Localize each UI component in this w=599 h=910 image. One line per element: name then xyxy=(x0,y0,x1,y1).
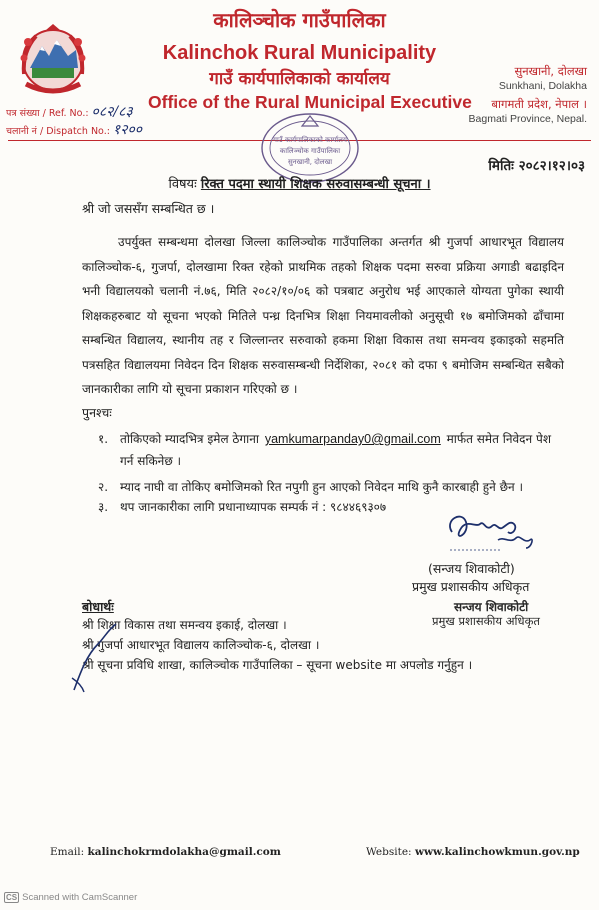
footer-website-label: Website: xyxy=(366,846,412,858)
subject-prefix: विषयः xyxy=(168,177,197,192)
address-line-4: Bagmati Province, Nepal. xyxy=(468,113,587,125)
item-text: तोकिएको म्यादभित्र इमेल ठेगाना xyxy=(120,432,259,446)
letter-date: मितिः २०८२।१२।०३ xyxy=(488,158,585,174)
postscript-item xyxy=(98,476,564,498)
ref-number xyxy=(6,102,133,121)
cc-item: श्री गुजर्पा आधारभूत विद्यालय कालिञ्चोक-६, दोलखा । xyxy=(82,638,320,652)
scanner-text: Scanned with CamScanner xyxy=(22,892,138,903)
postscript-heading: पुनश्चः xyxy=(82,405,112,420)
footer-email-label: Email: xyxy=(50,846,85,858)
item-text: मार्फत समेत निवेदन पेश गर्न सकिनेछ । xyxy=(120,432,552,468)
office-name-np: गाउँ कार्यपालिकाको कार्यालय xyxy=(209,69,390,89)
handwritten-signature xyxy=(440,506,540,556)
footer-email xyxy=(50,846,281,858)
letter-subject xyxy=(0,174,599,192)
footer-website-value[interactable]: www.kalinchowkmun.gov.np xyxy=(414,846,580,858)
signatory-title: प्रमुख प्रशासकीय अधिकृत xyxy=(412,579,530,594)
footer-website xyxy=(366,846,580,858)
dispatch-number xyxy=(6,120,142,139)
dispatch-label: चलानी नं / Dispatch No.: xyxy=(6,126,110,137)
postscript-item xyxy=(98,428,564,472)
scanner-watermark xyxy=(4,892,137,903)
municipality-name-en: Kalinchok Rural Municipality xyxy=(162,42,437,64)
cc-item: श्री सूचना प्रविधि शाखा, कालिञ्चोक गाउँपालिका – सूचना website मा अपलोड गर्नुहुन । xyxy=(82,658,473,672)
item-number: २. xyxy=(98,480,109,494)
address-line-2: Sunkhani, Dolakha xyxy=(498,80,587,92)
item-number: ३. xyxy=(98,500,109,514)
municipality-name-np: कालिञ्चोक गाउँपालिका xyxy=(213,8,386,32)
address-line-3: बागमती प्रदेश, नेपाल । xyxy=(491,97,587,111)
cc-heading: बोधार्थः xyxy=(82,599,114,614)
address-line-1: सुनखानी, दोलखा xyxy=(514,64,587,78)
name-stamp: सन्जय शिवाकोटी xyxy=(454,600,529,614)
cc-item: श्री शिक्षा विकास तथा समन्वय इकाई, दोलखा । xyxy=(82,618,287,632)
subject-text: रिक्त पदमा स्थायी शिक्षक सरुवासम्बन्धी सूचना । xyxy=(200,177,431,192)
stamp-line-1: गाउँ कार्यपालिकाको कार्यालय xyxy=(273,136,347,144)
item-text: थप जानकारीका लागि प्रधानाध्यापक सम्पर्क नं : ९८४४६९३०७ xyxy=(120,500,387,514)
camscanner-icon: CS xyxy=(6,893,18,902)
stamp-line-3: सुनखानी, दोलखा xyxy=(287,158,333,166)
ref-label: पत्र संख्या / Ref. No.: xyxy=(6,108,89,119)
footer-email-value[interactable]: kalinchokrmdolakha@gmail.com xyxy=(87,846,281,858)
ref-value: ०८२/८३ xyxy=(91,104,133,120)
body-paragraph: उपर्युक्त सम्बन्धमा दोलखा जिल्ला कालिञ्चोक गाउँपालिका अन्तर्गत श्री गुजर्पा आधारभूत विद्यालय कालिञ्चोक-६, गुजर्पा, दोलखामा रिक्त रहेको प्राथमिक तहको शिक्षक पदमा सरुवा प्रक्रिया अगाडी बढाइदिन भनी विद्यालयको चलानी नं.७६, मिति २०८२/१०/०६ को पत्रबाट अनुरोध भई आएकाले योग्यता पुगेका स्थायी शिक्षकहरुबाट यो सूचना भएको मितिले पन्ध्र दिनभित्र शिक्षा नियमावलीको अनुसूची १७ बमोजिमको ढाँचामा सम्बन्धित विद्यालय, स्थानीय तह र जिल्लान्तर सरुवाको हकमा शिक्षा विकास तथा समन्वय इकाइको सहमति पत्रसहित विद्यालयमा निवेदन दिन शिक्षक सरुवासम्बन्धी निर्देशिका, २०८१ को दफा ९ बमोजिम सम्बन्धित सबैको जानकारीका लागि यो सूचना प्रकाशन गरिएको छ । xyxy=(82,235,564,396)
handwritten-tick-mark xyxy=(70,620,120,694)
stamp-line-2: कालिञ्चोक गाउँपालिका xyxy=(279,147,341,155)
addressee: श्री जो जससँग सम्बन्धित छ । xyxy=(82,201,215,216)
dispatch-value: १२०० xyxy=(112,122,143,138)
title-stamp: प्रमुख प्रशासकीय अधिकृत xyxy=(432,614,540,628)
item-number: १. xyxy=(98,432,109,446)
signatory-name: (सन्जय शिवाकोटी) xyxy=(428,561,515,576)
applicant-email-link[interactable]: yamkumarpanday0@gmail.com xyxy=(264,432,441,446)
office-name-en: Office of the Rural Municipal Executive xyxy=(148,92,472,112)
item-text: म्याद नाघी वा तोकिए बमोजिमको रित नपुगी हुन आएको निवेदन माथि कुनै कारबाही हुने छैन । xyxy=(120,480,524,494)
